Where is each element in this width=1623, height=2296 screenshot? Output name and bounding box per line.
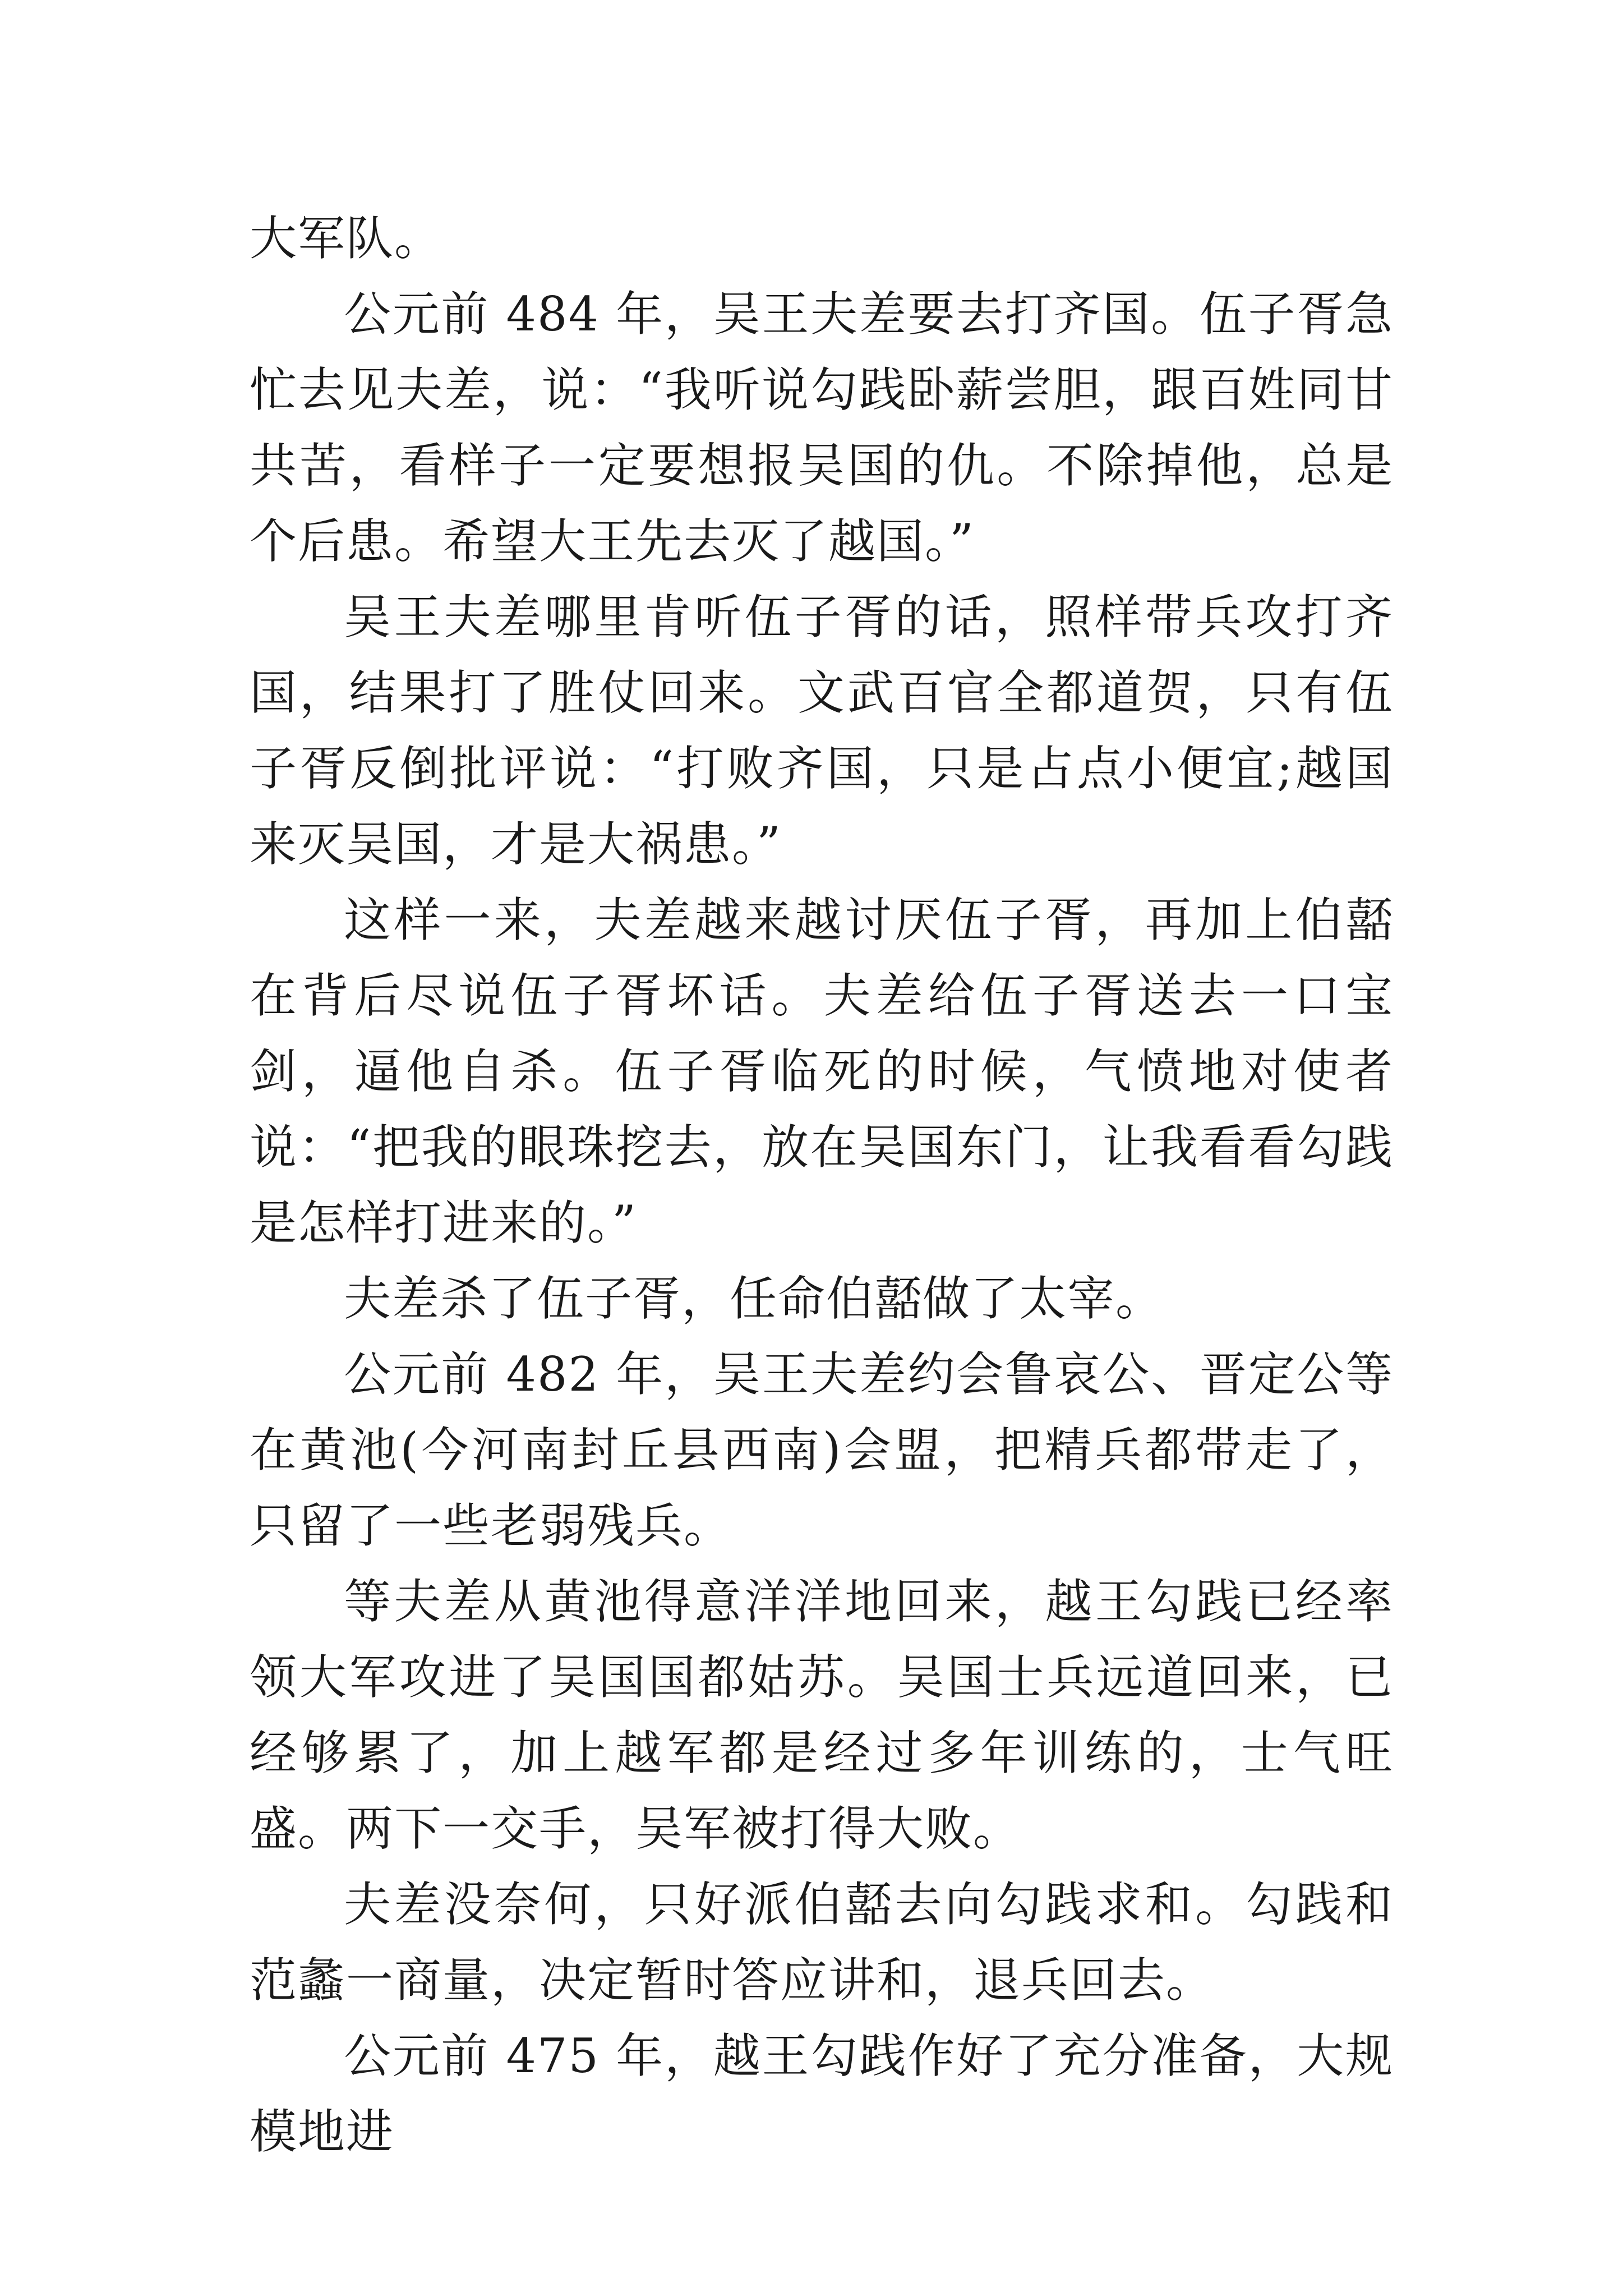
paragraph: 这样一来，夫差越来越讨厌伍子胥，再加上伯嚭在背后尽说伍子胥坏话。夫差给伍子胥送去一口宝剑，逼他自杀。伍子胥临死的时候，气愤地对使者说：“把我的眼珠挖去，放在吴国东门，让我看看勾践是怎样打进来的。” [250, 892, 1394, 1250]
paragraph-continuation: 大军队。 [250, 211, 443, 266]
body-text [250, 201, 1394, 2170]
paragraph: 夫差杀了伍子胥，任命伯嚭做了太宰。 [344, 1271, 1164, 1326]
paragraph: 等夫差从黄池得意洋洋地回来，越王勾践已经率领大军攻进了吴国国都姑苏。吴国士兵远道回来，已经够累了，加上越军都是经过多年训练的，士气旺盛。两下一交手，吴军被打得大败。 [250, 1574, 1394, 1856]
paragraph: 吴王夫差哪里肯听伍子胥的话，照样带兵攻打齐国，结果打了胜仗回来。文武百官全都道贺，只有伍子胥反倒批评说：“打败齐国，只是占点小便宜;越国来灭吴国，才是大祸患。” [250, 590, 1394, 872]
paragraph: 公元前 475 年，越王勾践作好了充分准备，大规模地进 [250, 2028, 1394, 2159]
paragraph: 公元前 484 年，吴王夫差要去打齐国。伍子胥急忙去见夫差，说：“我听说勾践卧薪尝胆，跟百姓同甘共苦，看样子一定要想报吴国的仇。不除掉他，总是个后患。希望大王先去灭了越国。” [250, 287, 1394, 569]
paragraph: 公元前 482 年，吴王夫差约会鲁哀公、晋定公等在黄池(今河南封丘县西南)会盟，把精兵都带走了，只留了一些老弱残兵。 [250, 1347, 1394, 1553]
paragraph: 夫差没奈何，只好派伯嚭去向勾践求和。勾践和范蠡一商量，决定暂时答应讲和，退兵回去。 [250, 1877, 1394, 2008]
